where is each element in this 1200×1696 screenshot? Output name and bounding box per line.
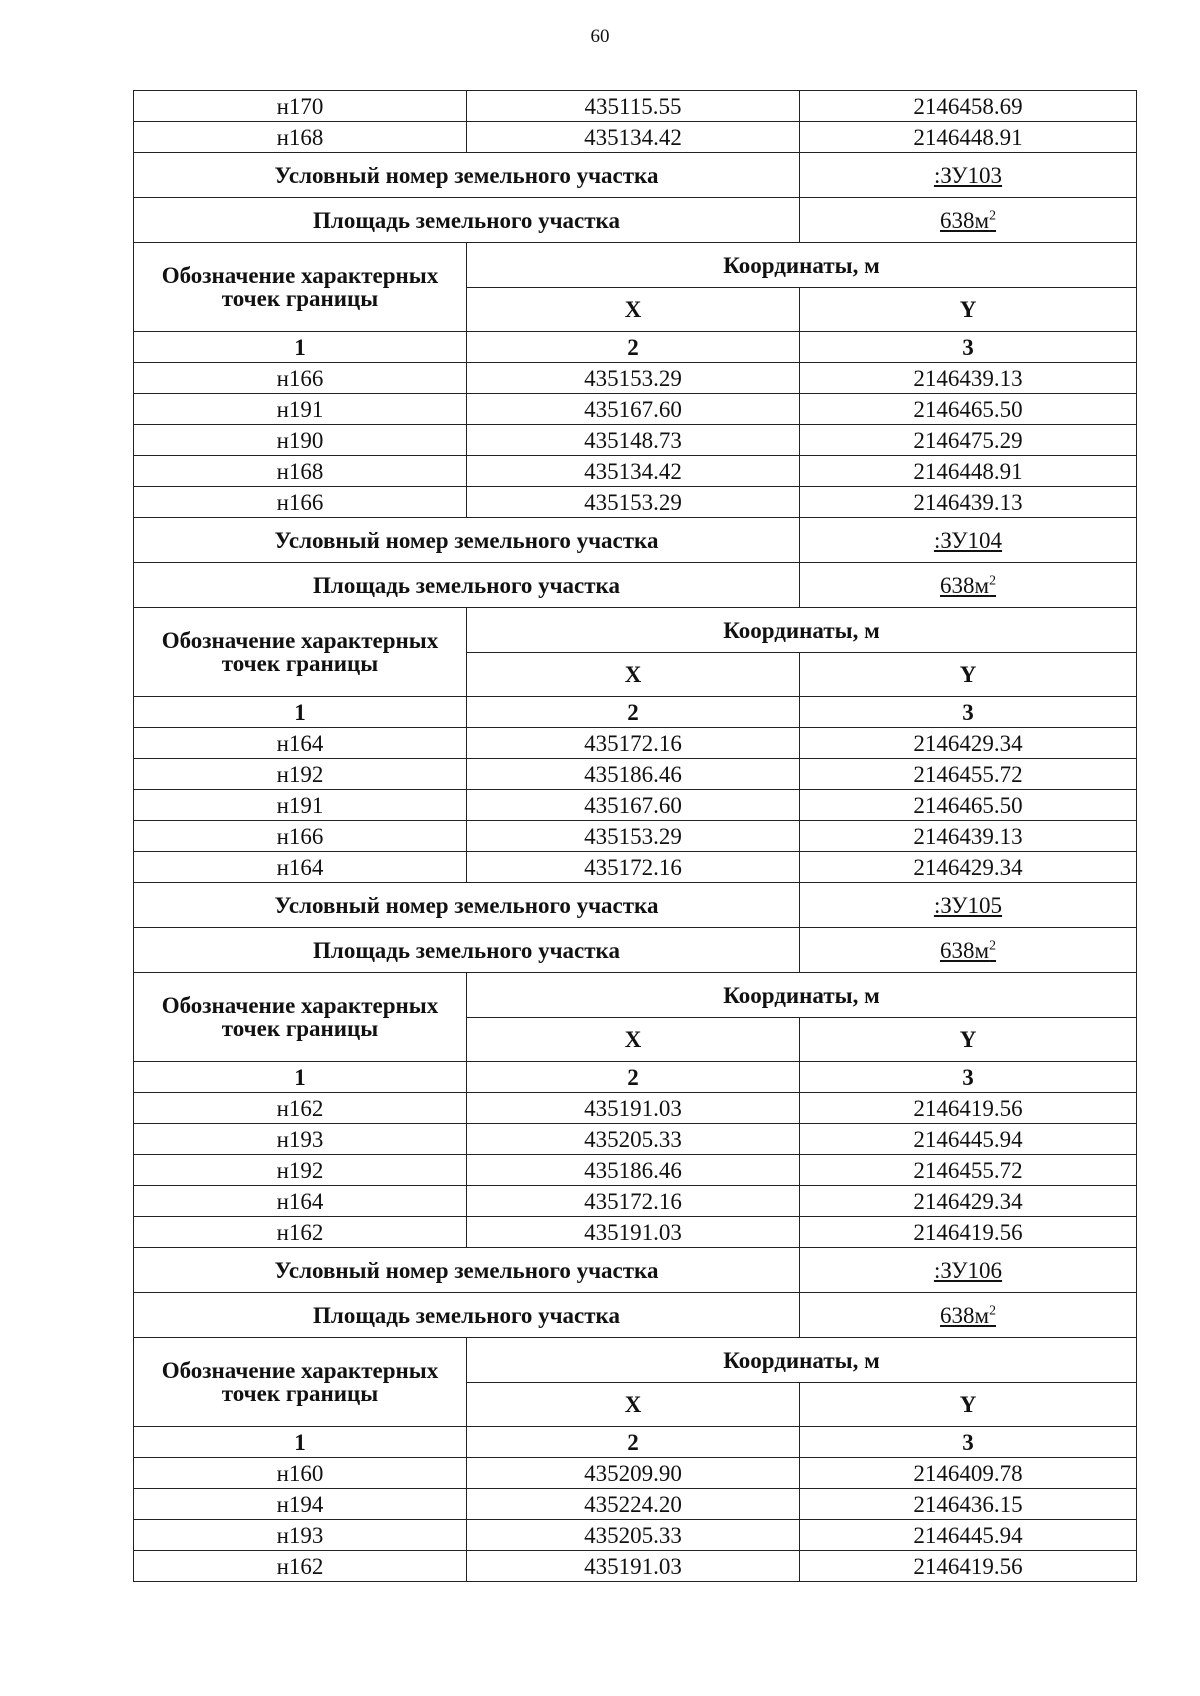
parcel-area bbox=[940, 938, 996, 963]
x-coordinate: 435224.20 bbox=[467, 1489, 800, 1520]
parcel-area-row bbox=[134, 563, 1137, 608]
parcel-area-label: Площадь земельного участка bbox=[134, 928, 800, 973]
x-coordinate: 435167.60 bbox=[467, 394, 800, 425]
y-coordinate: 2146439.13 bbox=[800, 821, 1137, 852]
point-label: н170 bbox=[134, 91, 467, 122]
x-coordinate: 435205.33 bbox=[467, 1520, 800, 1551]
point-designation-header: Обозначение характерных точек границы bbox=[134, 973, 467, 1062]
parcel-area-label: Площадь земельного участка bbox=[134, 198, 800, 243]
point-label: н190 bbox=[134, 425, 467, 456]
x-coordinate: 435209.90 bbox=[467, 1458, 800, 1489]
point-label: н191 bbox=[134, 790, 467, 821]
column-number-2: 2 bbox=[467, 1427, 800, 1458]
point-label: н191 bbox=[134, 394, 467, 425]
area-unit: м bbox=[974, 572, 990, 598]
y-coordinate: 2146448.91 bbox=[800, 122, 1137, 153]
y-header: Y bbox=[800, 1383, 1137, 1427]
parcel-number-label: Условный номер земельного участка bbox=[134, 153, 800, 198]
parcel-number-label: Условный номер земельного участка bbox=[134, 518, 800, 563]
table-row bbox=[134, 487, 1137, 518]
point-label: н164 bbox=[134, 1186, 467, 1217]
parcel-number-label: Условный номер земельного участка bbox=[134, 883, 800, 928]
point-label: н164 bbox=[134, 852, 467, 883]
parcel-number-value bbox=[800, 518, 1137, 563]
point-label: н162 bbox=[134, 1093, 467, 1124]
point-label: н193 bbox=[134, 1520, 467, 1551]
table-row bbox=[134, 759, 1137, 790]
column-number-3: 3 bbox=[800, 332, 1137, 363]
table-row bbox=[134, 394, 1137, 425]
parcel-number-row bbox=[134, 518, 1137, 563]
table-row bbox=[134, 728, 1137, 759]
y-header: Y bbox=[800, 653, 1137, 697]
parcel-area-value bbox=[800, 1293, 1137, 1338]
y-coordinate: 2146465.50 bbox=[800, 790, 1137, 821]
table-row bbox=[134, 456, 1137, 487]
y-header: Y bbox=[800, 1018, 1137, 1062]
parcel-number-row bbox=[134, 153, 1137, 198]
table-row bbox=[134, 425, 1137, 456]
x-coordinate: 435134.42 bbox=[467, 456, 800, 487]
parcel-number-row bbox=[134, 883, 1137, 928]
parcel-area-label: Площадь земельного участка bbox=[134, 563, 800, 608]
column-number-row bbox=[134, 1427, 1137, 1458]
table-row bbox=[134, 1093, 1137, 1124]
column-number-2: 2 bbox=[467, 332, 800, 363]
point-label: н168 bbox=[134, 456, 467, 487]
column-number-2: 2 bbox=[467, 697, 800, 728]
x-coordinate: 435167.60 bbox=[467, 790, 800, 821]
parcel-area-row bbox=[134, 928, 1137, 973]
y-coordinate: 2146445.94 bbox=[800, 1124, 1137, 1155]
column-number-3: 3 bbox=[800, 1062, 1137, 1093]
header-row bbox=[134, 243, 1137, 288]
x-coordinate: 435191.03 bbox=[467, 1093, 800, 1124]
point-label: н192 bbox=[134, 1155, 467, 1186]
column-number-row bbox=[134, 332, 1137, 363]
y-coordinate: 2146429.34 bbox=[800, 728, 1137, 759]
column-number-1: 1 bbox=[134, 332, 467, 363]
point-label: н162 bbox=[134, 1551, 467, 1582]
parcel-number: :ЗУ104 bbox=[933, 527, 1003, 553]
table-row bbox=[134, 363, 1137, 394]
parcel-number-row bbox=[134, 1248, 1137, 1293]
parcel-number-value bbox=[800, 883, 1137, 928]
column-number-2: 2 bbox=[467, 1062, 800, 1093]
table-row bbox=[134, 1551, 1137, 1582]
x-coordinate: 435205.33 bbox=[467, 1124, 800, 1155]
column-number-3: 3 bbox=[800, 697, 1137, 728]
coordinates-header: Координаты, м bbox=[467, 1338, 1137, 1383]
parcel-area bbox=[940, 573, 996, 598]
point-designation-header: Обозначение характерных точек границы bbox=[134, 608, 467, 697]
parcel-number: :ЗУ105 bbox=[933, 892, 1003, 918]
table-row bbox=[134, 91, 1137, 122]
table-row bbox=[134, 122, 1137, 153]
parcel-area bbox=[940, 208, 996, 233]
point-label: н192 bbox=[134, 759, 467, 790]
column-number-1: 1 bbox=[134, 697, 467, 728]
y-coordinate: 2146419.56 bbox=[800, 1093, 1137, 1124]
point-label: н160 bbox=[134, 1458, 467, 1489]
x-coordinate: 435115.55 bbox=[467, 91, 800, 122]
x-coordinate: 435134.42 bbox=[467, 122, 800, 153]
table-row bbox=[134, 821, 1137, 852]
area-number: 638 bbox=[940, 207, 975, 233]
x-coordinate: 435186.46 bbox=[467, 1155, 800, 1186]
parcel-number: :ЗУ103 bbox=[933, 162, 1003, 188]
x-coordinate: 435148.73 bbox=[467, 425, 800, 456]
table-body bbox=[134, 91, 1137, 1582]
y-coordinate: 2146419.56 bbox=[800, 1551, 1137, 1582]
column-number-3: 3 bbox=[800, 1427, 1137, 1458]
point-designation-header: Обозначение характерных точек границы bbox=[134, 243, 467, 332]
table-row bbox=[134, 1489, 1137, 1520]
table-row bbox=[134, 1520, 1137, 1551]
parcel-area bbox=[940, 1303, 996, 1328]
parcel-area-row bbox=[134, 198, 1137, 243]
parcel-area-value bbox=[800, 928, 1137, 973]
x-header: X bbox=[467, 1383, 800, 1427]
column-number-row bbox=[134, 697, 1137, 728]
x-coordinate: 435186.46 bbox=[467, 759, 800, 790]
x-coordinate: 435153.29 bbox=[467, 487, 800, 518]
x-header: X bbox=[467, 288, 800, 332]
coordinates-table bbox=[133, 90, 1137, 1582]
y-coordinate: 2146445.94 bbox=[800, 1520, 1137, 1551]
parcel-number-value bbox=[800, 153, 1137, 198]
area-number: 638 bbox=[940, 572, 975, 598]
area-number: 638 bbox=[940, 1302, 975, 1328]
header-row bbox=[134, 973, 1137, 1018]
area-unit: м bbox=[974, 937, 990, 963]
x-coordinate: 435191.03 bbox=[467, 1551, 800, 1582]
y-coordinate: 2146436.15 bbox=[800, 1489, 1137, 1520]
y-coordinate: 2146475.29 bbox=[800, 425, 1137, 456]
table-row bbox=[134, 852, 1137, 883]
point-label: н193 bbox=[134, 1124, 467, 1155]
area-exponent: 2 bbox=[989, 1301, 996, 1317]
area-unit: м bbox=[974, 207, 990, 233]
x-coordinate: 435153.29 bbox=[467, 363, 800, 394]
y-coordinate: 2146439.13 bbox=[800, 487, 1137, 518]
table-row bbox=[134, 1155, 1137, 1186]
point-label: н164 bbox=[134, 728, 467, 759]
x-coordinate: 435172.16 bbox=[467, 852, 800, 883]
point-label: н168 bbox=[134, 122, 467, 153]
parcel-number-value bbox=[800, 1248, 1137, 1293]
page-number: 60 bbox=[590, 26, 610, 47]
x-coordinate: 435172.16 bbox=[467, 1186, 800, 1217]
y-coordinate: 2146458.69 bbox=[800, 91, 1137, 122]
header-row bbox=[134, 1338, 1137, 1383]
y-coordinate: 2146429.34 bbox=[800, 1186, 1137, 1217]
header-row bbox=[134, 608, 1137, 653]
y-coordinate: 2146455.72 bbox=[800, 759, 1137, 790]
y-coordinate: 2146429.34 bbox=[800, 852, 1137, 883]
point-label: н166 bbox=[134, 363, 467, 394]
parcel-area-value bbox=[800, 198, 1137, 243]
x-header: X bbox=[467, 653, 800, 697]
x-coordinate: 435153.29 bbox=[467, 821, 800, 852]
y-coordinate: 2146455.72 bbox=[800, 1155, 1137, 1186]
parcel-area-label: Площадь земельного участка bbox=[134, 1293, 800, 1338]
area-exponent: 2 bbox=[989, 206, 996, 222]
column-number-1: 1 bbox=[134, 1062, 467, 1093]
area-unit: м bbox=[974, 1302, 990, 1328]
point-label: н194 bbox=[134, 1489, 467, 1520]
point-label: н162 bbox=[134, 1217, 467, 1248]
point-label: н166 bbox=[134, 821, 467, 852]
area-exponent: 2 bbox=[989, 571, 996, 587]
parcel-number: :ЗУ106 bbox=[933, 1257, 1003, 1283]
y-header: Y bbox=[800, 288, 1137, 332]
point-label: н166 bbox=[134, 487, 467, 518]
area-number: 638 bbox=[940, 937, 975, 963]
coordinates-header: Координаты, м bbox=[467, 973, 1137, 1018]
column-number-row bbox=[134, 1062, 1137, 1093]
point-designation-header: Обозначение характерных точек границы bbox=[134, 1338, 467, 1427]
parcel-area-row bbox=[134, 1293, 1137, 1338]
x-coordinate: 435191.03 bbox=[467, 1217, 800, 1248]
y-coordinate: 2146409.78 bbox=[800, 1458, 1137, 1489]
table-row bbox=[134, 1458, 1137, 1489]
area-exponent: 2 bbox=[989, 936, 996, 952]
y-coordinate: 2146465.50 bbox=[800, 394, 1137, 425]
x-header: X bbox=[467, 1018, 800, 1062]
coordinates-header: Координаты, м bbox=[467, 608, 1137, 653]
y-coordinate: 2146448.91 bbox=[800, 456, 1137, 487]
y-coordinate: 2146439.13 bbox=[800, 363, 1137, 394]
coordinates-header: Координаты, м bbox=[467, 243, 1137, 288]
parcel-number-label: Условный номер земельного участка bbox=[134, 1248, 800, 1293]
table-row bbox=[134, 1186, 1137, 1217]
x-coordinate: 435172.16 bbox=[467, 728, 800, 759]
table-row bbox=[134, 1124, 1137, 1155]
parcel-area-value bbox=[800, 563, 1137, 608]
table-row bbox=[134, 1217, 1137, 1248]
column-number-1: 1 bbox=[134, 1427, 467, 1458]
y-coordinate: 2146419.56 bbox=[800, 1217, 1137, 1248]
table-row bbox=[134, 790, 1137, 821]
